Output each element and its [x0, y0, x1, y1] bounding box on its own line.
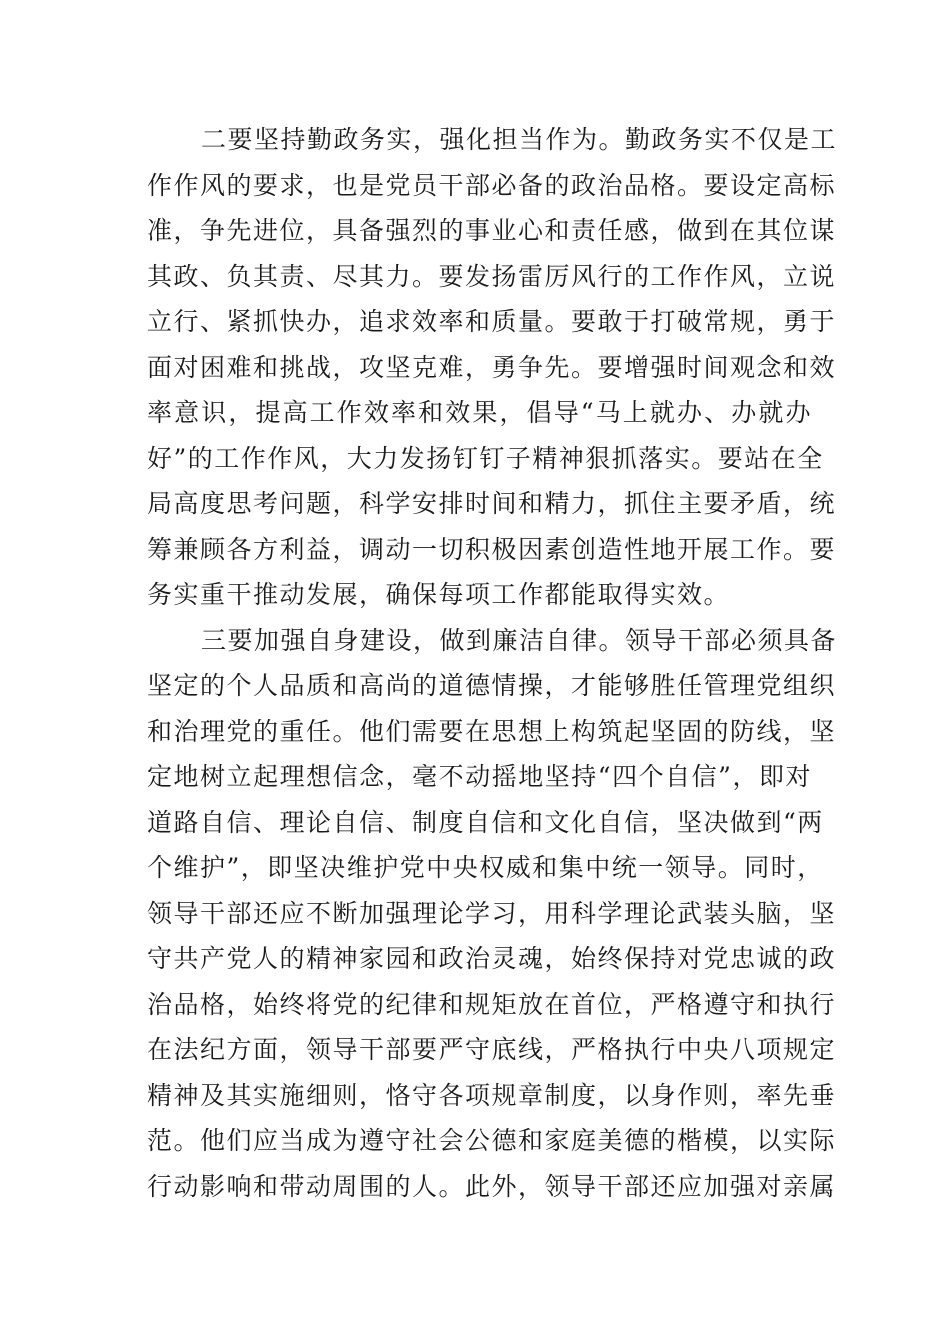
text-line: 精神及其实施细则，恪守各项规章制度，以身作则，率先垂: [147, 1080, 837, 1110]
text-line: 领导干部还应不断加强理论学习，用科学理论武装头脑，坚: [147, 898, 837, 928]
paragraph-diligence: [147, 117, 838, 618]
text-line: 治品格，始终将党的纪律和规矩放在首位，严格遵守和执行: [147, 989, 837, 1019]
paragraph-self-discipline: [147, 618, 838, 1210]
text-line: 守共产党人的精神家园和政治灵魂，始终保持对党忠诚的政: [147, 944, 837, 973]
text-line: 和治理党的重任。他们需要在思想上构筑起坚固的防线，坚: [147, 716, 837, 746]
text-line: 范。他们应当成为遵守社会公德和家庭美德的楷模，以实际: [147, 1126, 837, 1155]
text-line: 作作风的要求，也是党员干部必备的政治品格。要设定高标: [147, 170, 837, 200]
body-text: [147, 117, 838, 1209]
text-line: 个维护”，即坚决维护党中央权威和集中统一领导。同时，: [147, 853, 824, 882]
text-line: 筹兼顾各方利益，调动一切积极因素创造性地开展工作。要: [147, 534, 837, 564]
text-line: 在法纪方面，领导干部要严守底线，严格执行中央八项规定: [147, 1035, 837, 1064]
text-line: 定地树立起理想信念，毫不动摇地坚持“四个自信”，即对: [147, 762, 812, 791]
text-line: 务实重干推动发展，确保每项工作都能取得实效。: [147, 580, 731, 609]
text-line: 二要坚持勤政务实，强化担当作为。勤政务实不仅是工: [201, 125, 838, 154]
text-line: 好”的工作作风，大力发扬钉钉子精神狠抓落实。要站在全: [147, 443, 824, 473]
text-line: 其政、负其责、尽其力。要发扬雷厉风行的工作作风，立说: [147, 261, 837, 291]
text-line: 坚定的个人品质和高尚的道德情操，才能够胜任管理党组织: [147, 671, 837, 700]
text-line: 面对困难和挑战，攻坚克难，勇争先。要增强时间观念和效: [147, 352, 837, 382]
text-line: 道路自信、理论自信、制度自信和文化自信，坚决做到“两: [147, 807, 824, 837]
text-line: 准，争先进位，具备强烈的事业心和责任感，做到在其位谋: [147, 216, 837, 245]
text-line: 行动影响和带动周围的人。此外，领导干部还应加强对亲属: [147, 1171, 837, 1201]
text-line: 三要加强自身建设，做到廉洁自律。领导干部必须具备: [201, 625, 838, 655]
text-line: 立行、紧抓快办，追求效率和质量。要敢于打破常规，勇于: [147, 307, 837, 336]
text-line: 率意识，提高工作效率和效果，倡导“马上就办、办就办: [147, 398, 812, 427]
text-line: 局高度思考问题，科学安排时间和精力，抓住主要矛盾，统: [147, 489, 837, 518]
